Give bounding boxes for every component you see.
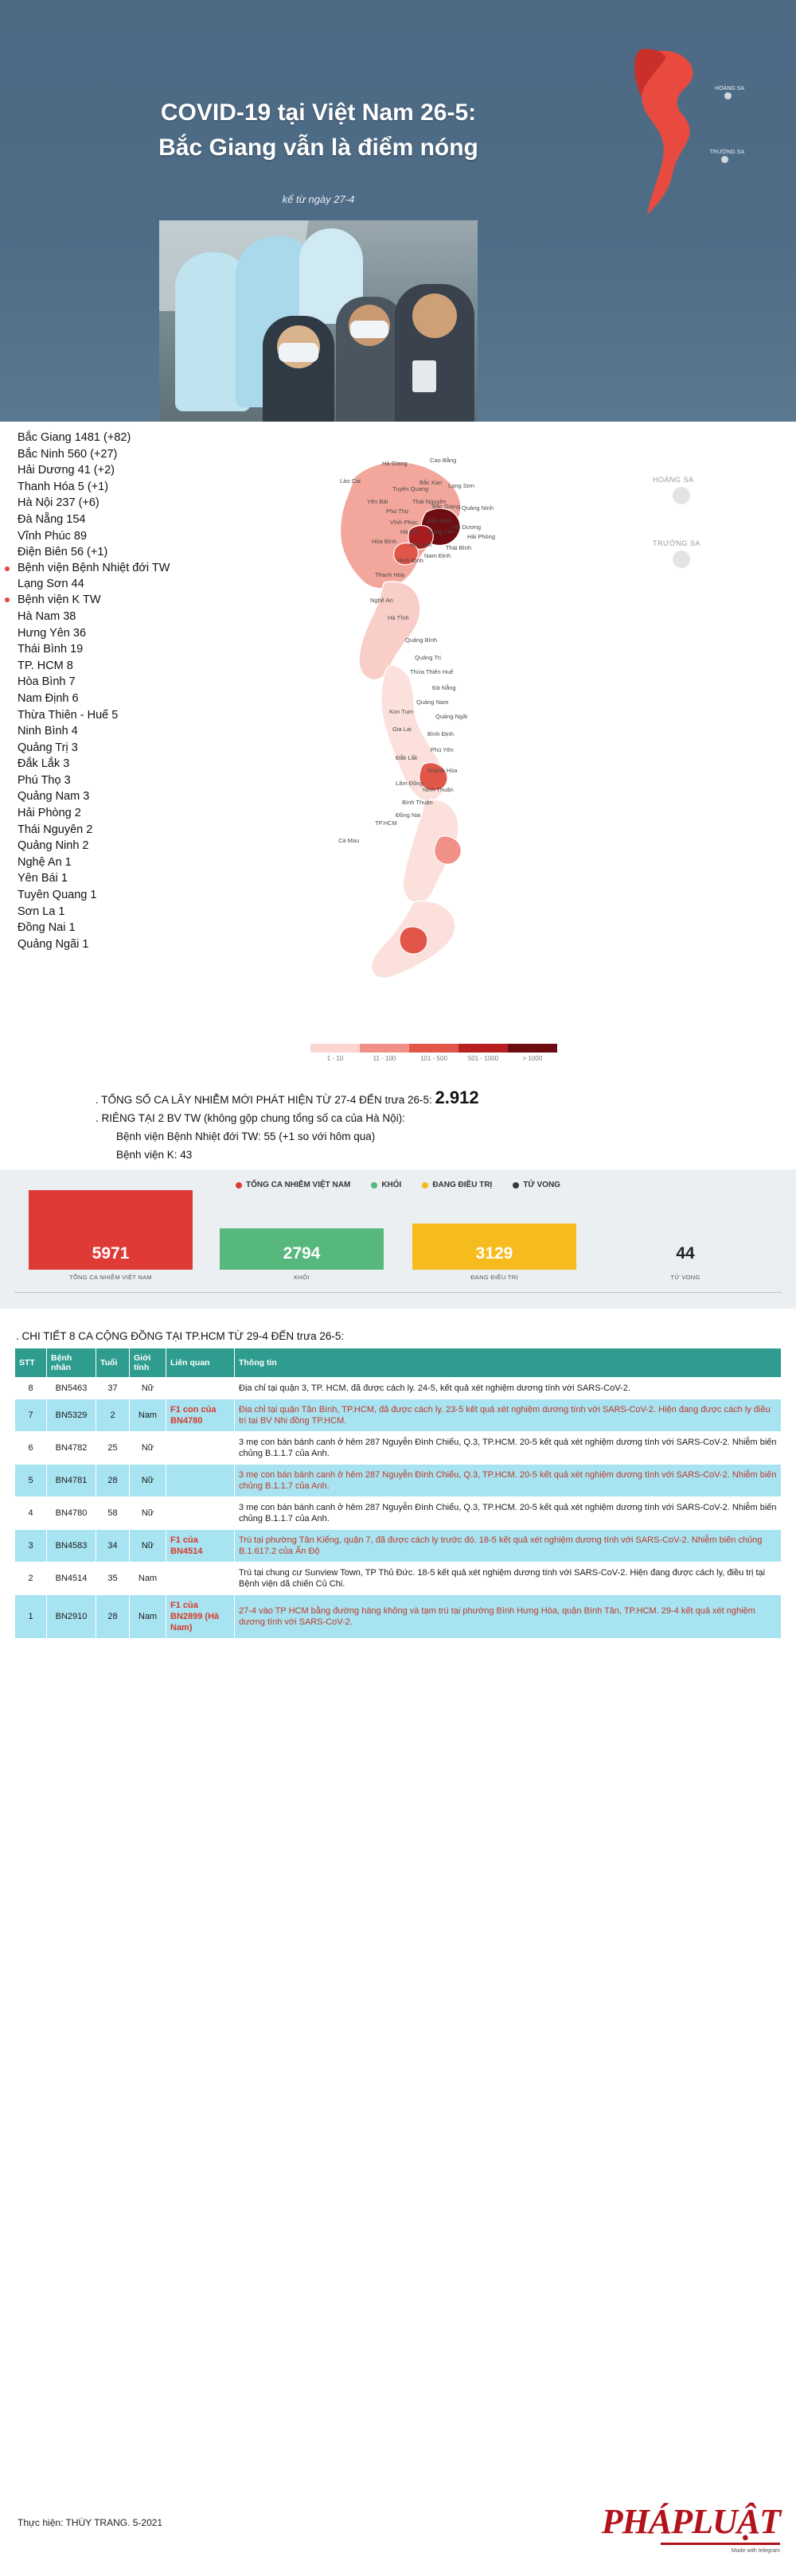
header-banner [0, 0, 796, 422]
cell-info: 3 mẹ con bán bánh canh ở hẻm 287 Nguyễn Đình Chiểu, Q.3, TP.HCM. 20-5 kết quả xét nghiệm dương tính với SARS-CoV-2. Nhiễm biến chủng B.1.1.7 của Anh. [235, 1497, 782, 1530]
map-label: Thanh Hóa [375, 571, 405, 578]
map-label: Hà Nam [410, 541, 432, 548]
credit-text: Thực hiện: THÙY TRANG. 5-2021 [18, 2517, 163, 2528]
map-label: Hải Dương [451, 523, 482, 531]
cell-stt: 6 [15, 1432, 47, 1465]
cell-info: 27-4 vào TP HCM bằng đường hàng không và tạm trú tại phường Bình Hưng Hòa, quận Bình Tân, TP.HCM. 29-4 kết quả xét nghiệm dương tính với SARS-CoV-2. [235, 1595, 782, 1639]
summary-total-value: 2.912 [435, 1088, 479, 1107]
map-label: Cao Bằng [430, 457, 457, 464]
map-label: Bình Thuận [402, 799, 433, 806]
cell-relation: F1 của BN4514 [166, 1530, 235, 1562]
list-item: Đắk Lắk 3 [18, 757, 70, 771]
bar-value: 44 [676, 1244, 695, 1263]
list-item: Hải Dương 41 (+2) [18, 464, 115, 477]
cell-stt: 8 [15, 1378, 47, 1399]
truongsa-label: TRƯỜNG SA [653, 539, 700, 547]
logo-subtext: Made with telegram [731, 2548, 780, 2554]
list-item: Quảng Ninh 2 [18, 839, 89, 853]
list-item: Thái Nguyên 2 [18, 823, 93, 836]
col-age: Tuổi [96, 1348, 130, 1378]
hoangsa-dot [673, 487, 690, 504]
cell-age: 28 [96, 1465, 130, 1497]
list-item: Ninh Bình 4 [18, 725, 78, 738]
bar-value: 3129 [475, 1244, 513, 1263]
cell-stt: 4 [15, 1497, 47, 1530]
hoangsa-label: HOÀNG SA [715, 86, 744, 91]
community-cases-table [14, 1348, 782, 1639]
cell-gender: Nữ [130, 1465, 166, 1497]
summary-hospital-nhietdoi: Bệnh viện Bệnh Nhiệt đới TW: 55 (+1 so với hôm qua) [116, 1130, 376, 1142]
col-patient: Bệnh nhân [47, 1348, 96, 1378]
table-row [15, 1432, 782, 1465]
legend-item [513, 1181, 560, 1189]
table-row [15, 1399, 782, 1432]
map-label: Thái Nguyên [412, 498, 447, 505]
cell-patient: BN5329 [47, 1399, 96, 1432]
table-title: . CHI TIẾT 8 CA CỘNG ĐỒNG TẠI TP.HCM TỪ 29-4 ĐẾN trưa 26-5: [16, 1330, 345, 1342]
cell-patient: BN2910 [47, 1595, 96, 1639]
cell-age: 28 [96, 1595, 130, 1639]
summary-block [96, 1090, 748, 1165]
list-item: Nghệ An 1 [18, 855, 72, 869]
legend-color-bar [310, 1044, 557, 1053]
legend-label: TỔNG CA NHIỄM VIỆT NAM [246, 1181, 351, 1189]
cell-gender: Nam [130, 1399, 166, 1432]
map-label: Kon Tum [389, 708, 414, 715]
summary-hospitals-label: . RIÊNG TẠI 2 BV TW (không gộp chung tổng số ca của Hà Nội): [96, 1112, 405, 1124]
cell-info: Trú tại chung cư Sunview Town, TP Thủ Đức. 18-5 kết quả xét nghiệm dương tính với SARS-CoV-2. Hiện đang được cách ly, điều trị tại Bệnh viện dã chiến Củ Chi. [235, 1562, 782, 1595]
title-line-2: Bắc Giang vẫn là điểm nóng [158, 134, 478, 161]
cell-info: 3 mẹ con bán bánh canh ở hẻm 287 Nguyễn Đình Chiểu, Q.3, TP.HCM. 20-5 kết quả xét nghiệm dương tính với SARS-CoV-2. Nhiễm biến chủng B.1.1.7 của Anh. [235, 1432, 782, 1465]
map-label: Lạng Sơn [448, 482, 474, 489]
cell-info: Địa chỉ tại quận 3, TP. HCM, đã được cách ly. 24-5, kết quả xét nghiệm dương tính với SARS-CoV-2. [235, 1378, 782, 1399]
cell-patient: BN4583 [47, 1530, 96, 1562]
col-relation: Liên quan [166, 1348, 235, 1378]
bar-deaths [603, 1244, 767, 1281]
hoangsa-dot [724, 92, 732, 99]
hoangsa-label: HOÀNG SA [653, 476, 694, 484]
truongsa-dot [721, 156, 728, 163]
cell-gender: Nam [130, 1562, 166, 1595]
summary-hospital-k: Bệnh viện K: 43 [116, 1149, 193, 1161]
cell-patient: BN4781 [47, 1465, 96, 1497]
chart-axis-line [14, 1292, 782, 1293]
list-item: Đồng Nai 1 [18, 921, 76, 935]
cell-patient: BN4780 [47, 1497, 96, 1530]
vietnam-choropleth-map [219, 446, 796, 844]
list-item: Hà Nam 38 [18, 609, 76, 623]
map-label: Lâm Đồng [396, 780, 423, 787]
table-row [15, 1562, 782, 1595]
list-item: Quảng Ngãi 1 [18, 937, 89, 951]
map-label: Bắc Ninh [427, 517, 452, 524]
bar-total [29, 1190, 193, 1281]
bar-caption: ĐANG ĐIỀU TRỊ [470, 1274, 518, 1281]
cell-patient: BN5463 [47, 1378, 96, 1399]
cell-gender: Nữ [130, 1497, 166, 1530]
truongsa-label: TRƯỜNG SA [709, 150, 744, 155]
list-item: Quảng Trị 3 [18, 741, 78, 754]
legend-ticks [310, 1055, 557, 1062]
legend-tick: 1 - 10 [326, 1055, 344, 1062]
map-label: Quảng Trị [415, 654, 441, 661]
province-case-list [0, 422, 219, 952]
map-label: Hưng Yên [427, 528, 455, 535]
list-item: Bắc Giang 1481 (+82) [18, 431, 131, 444]
cell-info: Địa chỉ tại quận Tân Bình, TP.HCM, đã được cách ly. 23-5 kết quả xét nghiệm dương tính với SARS-CoV-2. Hiện đang được cách ly điều trị tại BV Nhi đồng TP.HCM. [235, 1399, 782, 1432]
map-label: Phú Thọ [386, 508, 409, 515]
bar-treating [412, 1224, 576, 1281]
hero-photo [159, 220, 478, 422]
cell-age: 25 [96, 1432, 130, 1465]
photo-person-3 [395, 284, 474, 422]
title-line-1: COVID-19 tại Việt Nam 26-5: [160, 99, 477, 126]
logo-text: PHÁPLUẬT [601, 2502, 780, 2541]
cell-gender: Nữ [130, 1378, 166, 1399]
cell-stt: 1 [15, 1595, 47, 1639]
list-item: Thừa Thiên - Huế 5 [18, 708, 119, 722]
map-label: Bình Định [427, 730, 454, 737]
list-item: Sơn La 1 [18, 905, 65, 918]
legend-label: ĐANG ĐIỀU TRỊ [432, 1181, 493, 1189]
table-row [15, 1595, 782, 1639]
map-label: Thừa Thiên Huế [410, 668, 454, 675]
legend-tick: 101 - 500 [420, 1055, 447, 1062]
truongsa-dot [673, 551, 690, 568]
table-row [15, 1530, 782, 1562]
cell-age: 35 [96, 1562, 130, 1595]
legend-tick: 501 - 1000 [467, 1055, 499, 1062]
bar-value: 2794 [283, 1244, 321, 1263]
list-item: Hải Phòng 2 [18, 807, 81, 820]
cell-age: 34 [96, 1530, 130, 1562]
map-label: Đắk Lắk [396, 754, 418, 761]
legend-item [371, 1181, 401, 1189]
bar-group [14, 1203, 782, 1298]
table-header-row [15, 1348, 782, 1378]
cell-stt: 3 [15, 1530, 47, 1562]
map-label: Lào Cai [340, 477, 361, 484]
cell-relation: F1 con của BN4780 [166, 1399, 235, 1432]
map-label: Gia Lai [392, 726, 412, 733]
cell-patient: BN4514 [47, 1562, 96, 1595]
list-item: Vĩnh Phúc 89 [18, 529, 88, 543]
cell-relation [166, 1378, 235, 1399]
list-item: Hòa Bình 7 [18, 675, 76, 689]
vietnam-map-shape [306, 446, 545, 1034]
map-label: Ninh Bình [397, 557, 423, 564]
col-gender: Giới tính [130, 1348, 166, 1378]
cell-stt: 7 [15, 1399, 47, 1432]
map-label: Nghệ An [370, 597, 393, 604]
map-label: Hải Phòng [467, 533, 496, 540]
map-label: Hà Tĩnh [388, 614, 409, 621]
list-item-hospital: Bệnh viện K TW [11, 592, 219, 609]
list-item: Bắc Ninh 560 (+27) [18, 447, 118, 461]
col-info: Thông tin [235, 1348, 782, 1378]
map-label: Vĩnh Phúc [390, 519, 418, 526]
header-mini-map [617, 48, 752, 219]
map-label: Yên Bái [367, 498, 388, 505]
table-row [15, 1378, 782, 1399]
list-item: Thanh Hóa 5 (+1) [18, 480, 109, 493]
list-item: TP. HCM 8 [18, 659, 73, 672]
map-label: Phú Yên [431, 746, 454, 753]
list-item: Hưng Yên 36 [18, 626, 87, 640]
bar-caption: TỔNG CA NHIỄM VIỆT NAM [69, 1274, 152, 1281]
map-label: Đà Nẵng [432, 684, 456, 691]
cell-relation [166, 1497, 235, 1530]
table-row [15, 1497, 782, 1530]
bar-value: 5971 [92, 1244, 130, 1263]
cell-gender: Nữ [130, 1432, 166, 1465]
col-stt: STT [15, 1348, 47, 1378]
page-title [96, 95, 541, 165]
mini-vietnam-shape [617, 48, 752, 219]
map-label: Ninh Thuận [423, 786, 454, 793]
legend-item [422, 1181, 492, 1189]
map-legend [310, 1044, 557, 1062]
logo-underline [661, 2543, 780, 2545]
legend-tick: 11 - 100 [373, 1055, 396, 1062]
map-label: Nam Định [424, 552, 451, 559]
bar-recovered [220, 1228, 384, 1281]
cell-age: 58 [96, 1497, 130, 1530]
list-item: Thái Bình 19 [18, 643, 84, 656]
cell-age: 37 [96, 1378, 130, 1399]
map-label: Quảng Bình [405, 636, 438, 644]
map-label: Hà Giang [382, 460, 408, 467]
table-row [15, 1465, 782, 1497]
cell-info: 3 mẹ con bán bánh canh ở hẻm 287 Nguyễn Đình Chiểu, Q.3, TP.HCM. 20-5 kết quả xét nghiệm dương tính với SARS-CoV-2. Nhiễm biến chủng B.1.1.7 của Anh. [235, 1465, 782, 1497]
map-label: Thái Bình [446, 544, 472, 551]
cell-gender: Nam [130, 1595, 166, 1639]
list-item: Tuyên Quang 1 [18, 889, 97, 902]
map-label: Hòa Bình [372, 538, 397, 545]
cell-stt: 2 [15, 1562, 47, 1595]
map-label: Khánh Hòa [427, 767, 458, 774]
list-item: Nam Định 6 [18, 691, 79, 705]
bar-caption: TỬ VONG [670, 1274, 700, 1281]
publisher-logo [602, 2504, 780, 2554]
map-label: Quảng Ninh [462, 504, 494, 512]
legend-label: TỬ VONG [523, 1181, 560, 1189]
legend-label: KHỎI [381, 1181, 402, 1189]
map-label: Bắc Giang [432, 503, 461, 510]
national-stats-chart [0, 1169, 796, 1309]
map-label: Đồng Nai [396, 811, 421, 819]
map-label: Quảng Nam [416, 698, 449, 706]
map-label: Tuyên Quang [392, 485, 429, 492]
cell-relation [166, 1465, 235, 1497]
legend-tick: > 1000 [522, 1055, 543, 1062]
map-label: Bắc Kạn [419, 479, 443, 486]
map-label: Cà Mau [338, 837, 360, 844]
summary-total-label: . TỔNG SỐ CA LÂY NHIỄM MỚI PHÁT HIỆN TỪ 27-4 ĐẾN trưa 26-5: [96, 1094, 432, 1106]
list-item: Quảng Nam 3 [18, 790, 90, 804]
list-item: Lạng Sơn 44 [18, 577, 84, 590]
list-item-hospital: Bệnh viện Bệnh Nhiệt đới TW [11, 561, 219, 576]
chart-legend [0, 1181, 796, 1189]
page-subtitle: kể từ ngày 27-4 [282, 193, 355, 205]
list-item: Hà Nội 237 (+6) [18, 496, 100, 510]
cell-stt: 5 [15, 1465, 47, 1497]
map-label: TP.HCM [375, 819, 397, 827]
legend-item [236, 1181, 350, 1189]
list-item: Phú Thọ 3 [18, 773, 71, 787]
list-item: Điện Biên 56 (+1) [18, 546, 108, 559]
summary-total-line [96, 1090, 748, 1108]
map-label: Quảng Ngãi [435, 713, 468, 720]
list-item: Đà Nẵng 154 [18, 512, 86, 526]
list-item: Yên Bái 1 [18, 872, 68, 885]
bar-caption: KHỎI [294, 1274, 310, 1281]
map-label: Hà Nội [400, 528, 419, 535]
cell-age: 2 [96, 1399, 130, 1432]
cell-relation [166, 1562, 235, 1595]
cell-info: Trú tại phường Tân Kiểng, quận 7, đã được cách ly trước đó. 18-5 kết quả xét nghiệm dương tính với SARS-CoV-2. Nhiễm biến chủng B.1.617.2 của Ấn Độ [235, 1530, 782, 1562]
cell-relation: F1 của BN2899 (Hà Nam) [166, 1595, 235, 1639]
cell-relation [166, 1432, 235, 1465]
cell-patient: BN4782 [47, 1432, 96, 1465]
cell-gender: Nữ [130, 1530, 166, 1562]
photo-person-1 [263, 316, 334, 422]
